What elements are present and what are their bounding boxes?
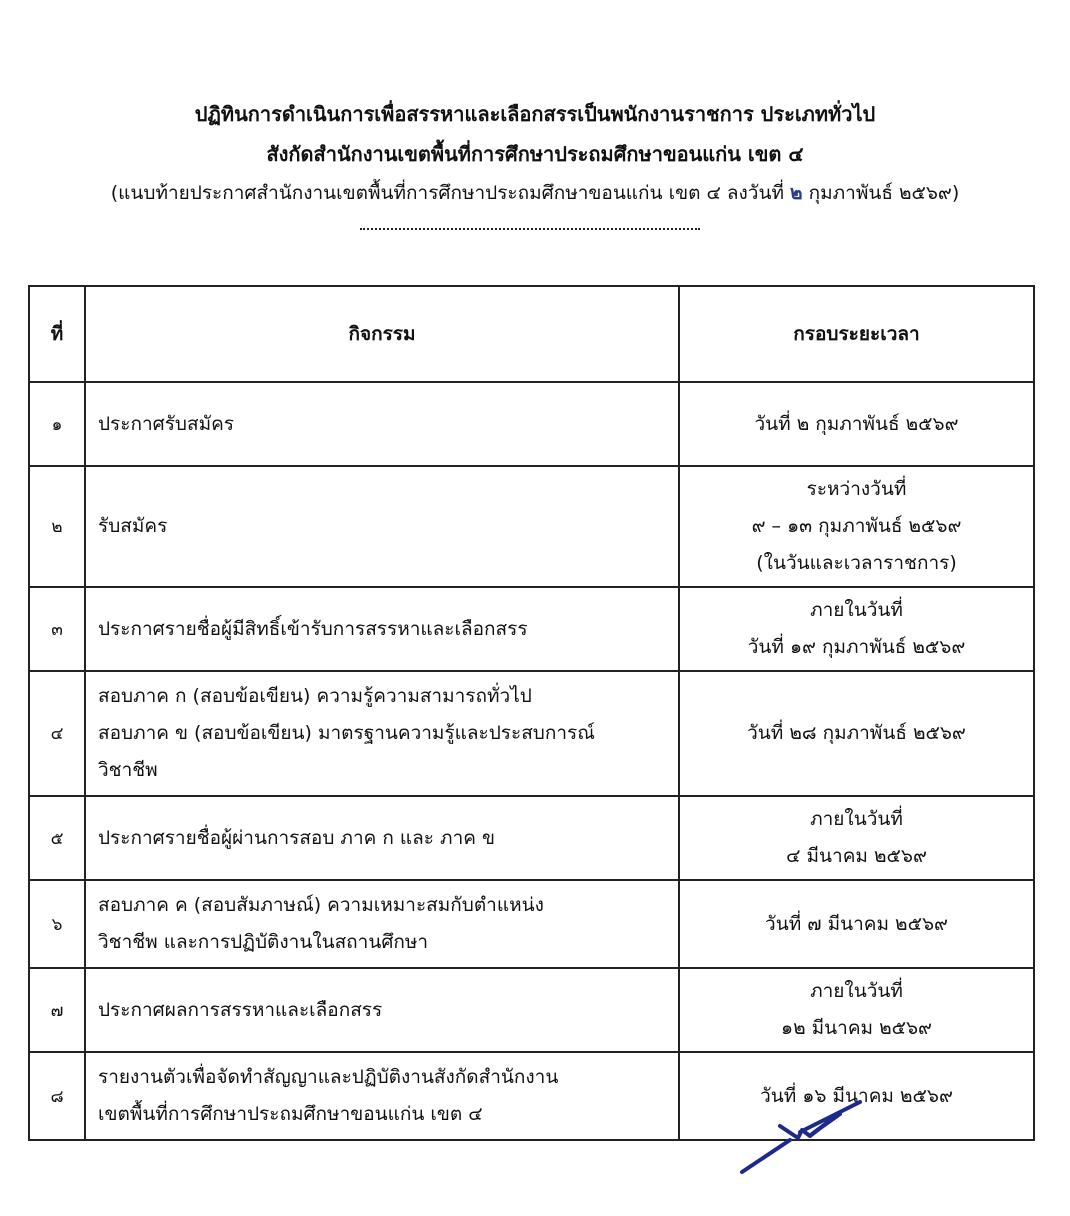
subtitle-suffix: กุมภาพันธ์ ๒๕๖๙) xyxy=(808,182,960,204)
dotted-divider xyxy=(360,224,700,230)
table-row xyxy=(29,466,1034,587)
header-timeframe: กรอบระยะเวลา xyxy=(679,286,1034,382)
signature-mark xyxy=(740,1100,870,1180)
schedule-table xyxy=(28,285,1035,1141)
activity-line: สอบภาค ข (สอบข้อเขียน) มาตรฐานความรู้และประสบการณ์ xyxy=(98,722,595,744)
activity-line: ประกาศรับสมัคร xyxy=(98,412,235,435)
timeframe-line: ภายในวันที่ xyxy=(810,808,903,830)
activity-line: ประกาศรายชื่อผู้ผ่านการสอบ ภาค ก และ ภาค ข xyxy=(98,826,495,849)
row-activity xyxy=(85,587,679,671)
row-activity xyxy=(85,671,679,796)
activity-line: รายงานตัวเพื่อจัดทำสัญญาและปฏิบัติงานสังกัดสำนักงาน xyxy=(98,1066,559,1088)
header-activity: กิจกรรม xyxy=(85,286,679,382)
row-activity xyxy=(85,1052,679,1140)
timeframe-line: วันที่ ๒๘ กุมภาพันธ์ ๒๕๖๙ xyxy=(747,722,966,744)
timeframe-line: วันที่ ๒ กุมภาพันธ์ ๒๕๖๙ xyxy=(754,412,959,435)
row-number: ๗ xyxy=(29,968,85,1052)
timeframe-line: (ในวันและเวลาราชการ) xyxy=(756,552,957,574)
row-timeframe xyxy=(679,968,1034,1052)
row-activity xyxy=(85,880,679,968)
timeframe-line: วันที่ ๗ มีนาคม ๒๕๖๙ xyxy=(765,912,948,935)
table-row xyxy=(29,382,1034,466)
header-no: ที่ xyxy=(29,286,85,382)
activity-line: วิชาชีพ xyxy=(98,759,158,781)
timeframe-line: ๑๒ มีนาคม ๒๕๖๙ xyxy=(781,1017,932,1039)
document-subtitle xyxy=(0,178,1070,208)
activity-line: สอบภาค ก (สอบข้อเขียน) ความรู้ความสามารถทั่วไป xyxy=(98,685,532,707)
subtitle-prefix: (แนบท้ายประกาศสำนักงานเขตพื้นที่การศึกษาประถมศึกษาขอนแก่น เขต ๔ ลงวันที่ xyxy=(110,182,784,204)
timeframe-line: ระหว่างวันที่ xyxy=(806,478,907,500)
row-number: ๓ xyxy=(29,587,85,671)
activity-line: ประกาศผลการสรรหาและเลือกสรร xyxy=(98,998,383,1021)
activity-line: รับสมัคร xyxy=(98,515,168,537)
row-number: ๕ xyxy=(29,796,85,880)
timeframe-line: ๙ – ๑๓ กุมภาพันธ์ ๒๕๖๙ xyxy=(751,515,962,537)
row-activity xyxy=(85,382,679,466)
row-timeframe xyxy=(679,466,1034,587)
timeframe-line: ภายในวันที่ xyxy=(810,599,903,621)
row-timeframe xyxy=(679,671,1034,796)
table-row xyxy=(29,880,1034,968)
table-row xyxy=(29,796,1034,880)
timeframe-line: วันที่ ๑๖ มีนาคม ๒๕๖๙ xyxy=(760,1084,953,1107)
row-activity xyxy=(85,466,679,587)
document-title-line2: สังกัดสำนักงานเขตพื้นที่การศึกษาประถมศึกษาขอนแก่น เขต ๔ xyxy=(266,142,804,166)
activity-line: ประกาศรายชื่อผู้มีสิทธิ์เข้ารับการสรรหาและเลือกสรร xyxy=(98,617,528,640)
activity-line: เขตพื้นที่การศึกษาประถมศึกษาขอนแก่น เขต ๔ xyxy=(98,1103,483,1125)
row-number: ๔ xyxy=(29,671,85,796)
row-timeframe xyxy=(679,587,1034,671)
activity-line: วิชาชีพ และการปฏิบัติงานในสถานศึกษา xyxy=(98,931,429,953)
row-number: ๒ xyxy=(29,466,85,587)
row-timeframe xyxy=(679,880,1034,968)
row-number: ๑ xyxy=(29,382,85,466)
document-title-line1: ปฏิทินการดำเนินการเพื่อสรรหาและเลือกสรรเป็นพนักงานราชการ ประเภททั่วไป xyxy=(194,102,876,126)
timeframe-line: วันที่ ๑๙ กุมภาพันธ์ ๒๕๖๙ xyxy=(747,636,966,658)
activity-line: สอบภาค ค (สอบสัมภาษณ์) ความเหมาะสมกับตำแหน่ง xyxy=(98,894,544,916)
subtitle-day: ๒ xyxy=(790,182,803,204)
row-number: ๖ xyxy=(29,880,85,968)
table-row xyxy=(29,968,1034,1052)
row-number: ๘ xyxy=(29,1052,85,1140)
row-activity xyxy=(85,968,679,1052)
row-timeframe xyxy=(679,382,1034,466)
row-timeframe xyxy=(679,796,1034,880)
timeframe-line: ๔ มีนาคม ๒๕๖๙ xyxy=(786,845,927,867)
table-row xyxy=(29,671,1034,796)
table-header-row xyxy=(29,286,1034,382)
table-row xyxy=(29,1052,1034,1140)
table-row xyxy=(29,587,1034,671)
timeframe-line: ภายในวันที่ xyxy=(810,980,903,1002)
row-activity xyxy=(85,796,679,880)
